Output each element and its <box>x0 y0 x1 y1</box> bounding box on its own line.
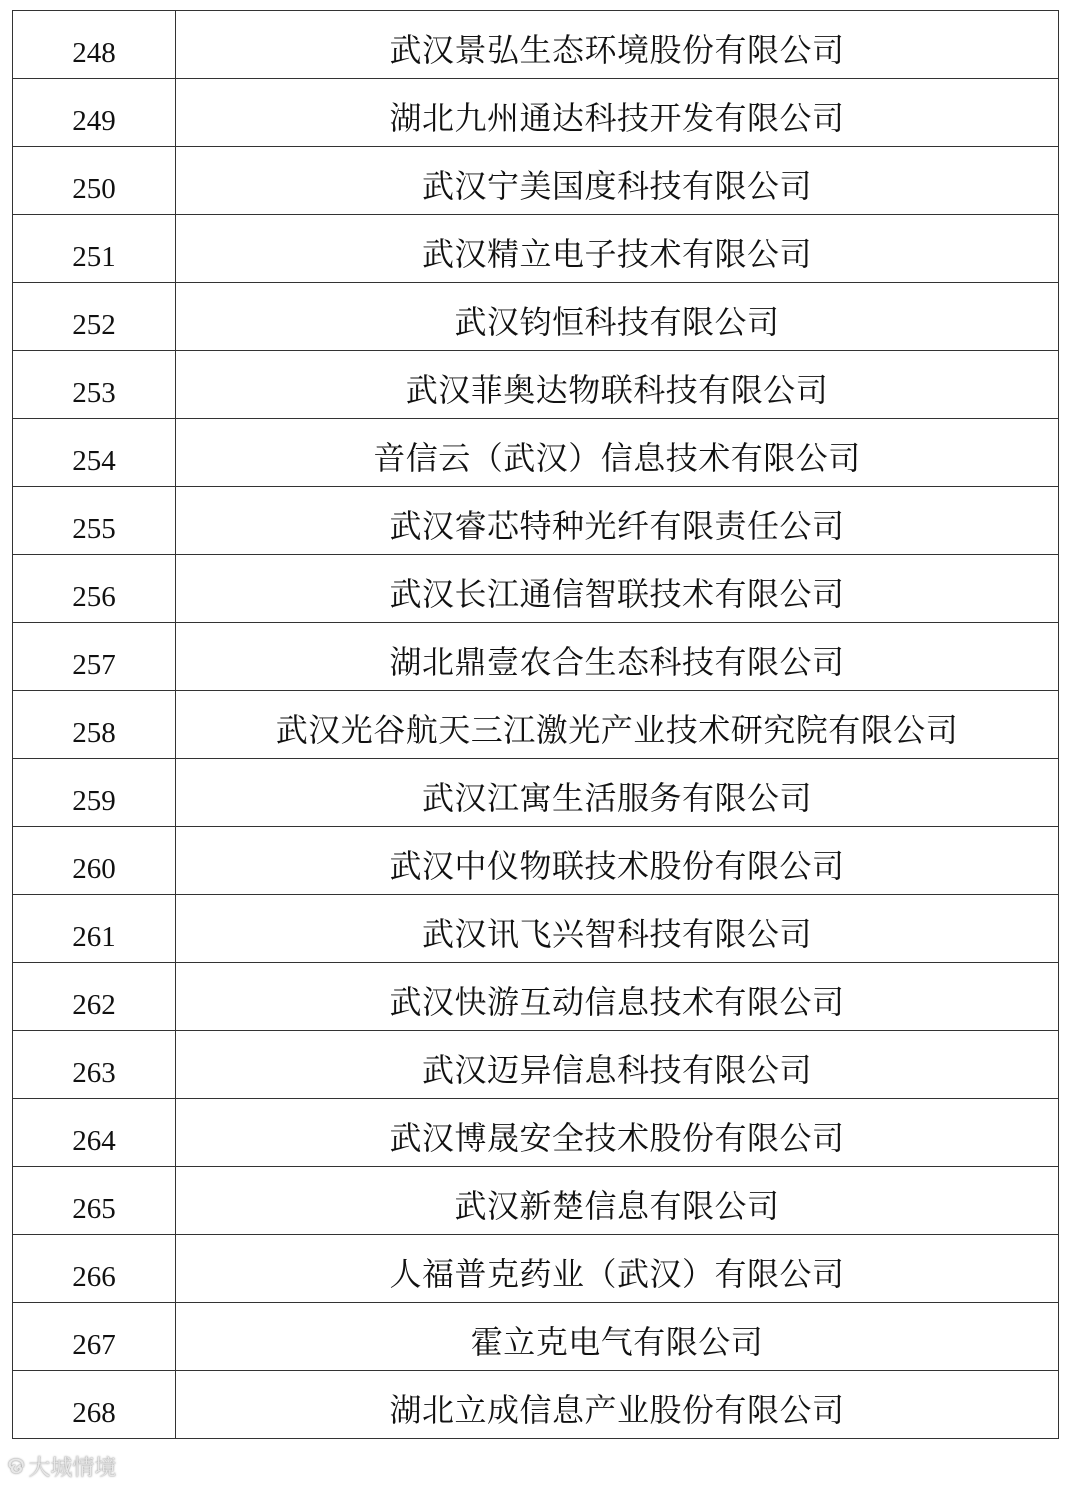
watermark <box>8 1452 116 1480</box>
table-row <box>13 827 1059 895</box>
company-name: 武汉睿芯特种光纤有限责任公司 <box>176 487 1059 555</box>
company-name: 武汉迈异信息科技有限公司 <box>176 1031 1059 1099</box>
company-name: 武汉快游互动信息技术有限公司 <box>176 963 1059 1031</box>
table-row <box>13 1303 1059 1371</box>
company-name: 武汉讯飞兴智科技有限公司 <box>176 895 1059 963</box>
company-name: 武汉长江通信智联技术有限公司 <box>176 555 1059 623</box>
company-name: 武汉钧恒科技有限公司 <box>176 283 1059 351</box>
row-number: 255 <box>13 487 176 555</box>
row-number: 267 <box>13 1303 176 1371</box>
table-row <box>13 555 1059 623</box>
row-number: 254 <box>13 419 176 487</box>
row-number: 252 <box>13 283 176 351</box>
table-row <box>13 283 1059 351</box>
company-name: 湖北九州通达科技开发有限公司 <box>176 79 1059 147</box>
row-number: 268 <box>13 1371 176 1439</box>
table-row <box>13 79 1059 147</box>
row-number: 263 <box>13 1031 176 1099</box>
company-name: 武汉新楚信息有限公司 <box>176 1167 1059 1235</box>
company-name: 武汉博晟安全技术股份有限公司 <box>176 1099 1059 1167</box>
table-row <box>13 895 1059 963</box>
table-row <box>13 1371 1059 1439</box>
watermark-text: 大城情境 <box>28 1455 117 1481</box>
table-row <box>13 963 1059 1031</box>
company-name: 湖北鼎壹农合生态科技有限公司 <box>176 623 1059 691</box>
table-row <box>13 1031 1059 1099</box>
row-number: 256 <box>13 555 176 623</box>
table-row <box>13 351 1059 419</box>
table-row <box>13 1235 1059 1303</box>
table-row <box>13 1099 1059 1167</box>
row-number: 262 <box>13 963 176 1031</box>
table-row <box>13 691 1059 759</box>
company-name: 湖北立成信息产业股份有限公司 <box>176 1371 1059 1439</box>
table-row <box>13 147 1059 215</box>
table-row <box>13 487 1059 555</box>
row-number: 249 <box>13 79 176 147</box>
company-name: 武汉中仪物联技术股份有限公司 <box>176 827 1059 895</box>
company-name: 霍立克电气有限公司 <box>176 1303 1059 1371</box>
table-row <box>13 1167 1059 1235</box>
company-name: 武汉菲奥达物联科技有限公司 <box>176 351 1059 419</box>
row-number: 265 <box>13 1167 176 1235</box>
row-number: 264 <box>13 1099 176 1167</box>
company-name: 武汉景弘生态环境股份有限公司 <box>176 11 1059 79</box>
company-name: 武汉光谷航天三江激光产业技术研究院有限公司 <box>176 691 1059 759</box>
company-list-table <box>12 10 1059 1439</box>
row-number: 250 <box>13 147 176 215</box>
company-name: 武汉宁美国度科技有限公司 <box>176 147 1059 215</box>
weibo-icon: ଡ <box>8 1453 25 1479</box>
row-number: 260 <box>13 827 176 895</box>
table-row <box>13 215 1059 283</box>
row-number: 266 <box>13 1235 176 1303</box>
row-number: 258 <box>13 691 176 759</box>
row-number: 259 <box>13 759 176 827</box>
table-row <box>13 623 1059 691</box>
table-body <box>13 11 1059 1439</box>
company-name: 人福普克药业（武汉）有限公司 <box>176 1235 1059 1303</box>
row-number: 261 <box>13 895 176 963</box>
table-row <box>13 419 1059 487</box>
table-row <box>13 11 1059 79</box>
row-number: 257 <box>13 623 176 691</box>
row-number: 253 <box>13 351 176 419</box>
table-row <box>13 759 1059 827</box>
row-number: 248 <box>13 11 176 79</box>
row-number: 251 <box>13 215 176 283</box>
company-name: 武汉江寓生活服务有限公司 <box>176 759 1059 827</box>
company-name: 武汉精立电子技术有限公司 <box>176 215 1059 283</box>
company-name: 音信云（武汉）信息技术有限公司 <box>176 419 1059 487</box>
